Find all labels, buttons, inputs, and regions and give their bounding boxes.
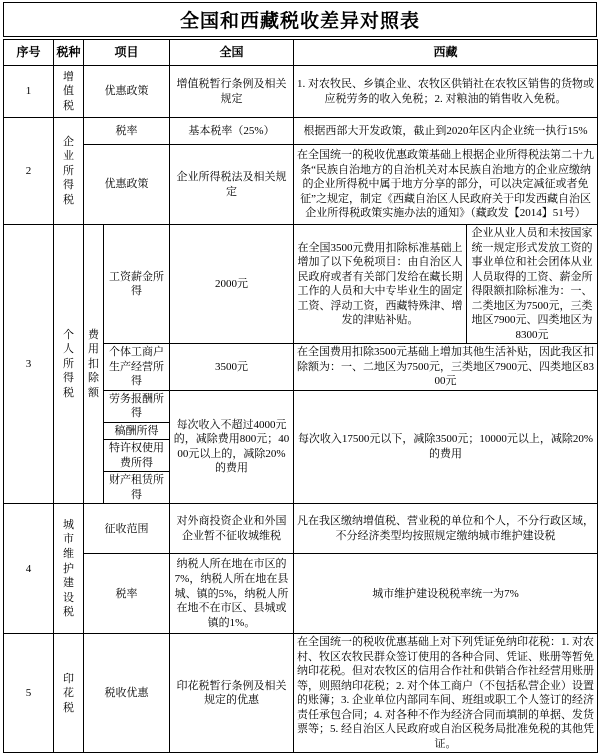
cell-r2-sub1-tibet: 根据西部大开发政策，截止到2020年区内企业统一执行15%	[294, 118, 598, 145]
table-row-vat	[4, 66, 598, 118]
page-title: 全国和西藏税收差异对照表	[3, 2, 597, 37]
cell-r1-national: 增值税暂行条例及相关规定	[170, 66, 294, 118]
cell-r1-tax	[54, 66, 84, 118]
cell-r1-tibet: 1. 对农牧民、乡镇企业、农牧区供销社在农牧区销售的货物或应税劳务的收入免税；2. 对粮油的销售收入免税。	[294, 66, 598, 118]
cell-r2-sub1-item: 税率	[84, 118, 170, 145]
cell-r3-sub3-item-manuscript: 稿酬所得	[104, 422, 170, 440]
header-item: 项目	[84, 40, 170, 66]
cell-r4-sub1-national: 对外商投资企业和外国企业暂不征收城维税	[170, 504, 294, 554]
cell-r4-sub1-tibet: 凡在我区缴纳增值税、营业税的单位和个人，不分行政区域，不分经济类型均按照规定缴纳城市维护建设税	[294, 504, 598, 554]
cell-r2-tax	[54, 118, 84, 225]
cell-r5-tax	[54, 634, 84, 753]
header-row	[4, 40, 598, 66]
header-tibet: 西藏	[294, 40, 598, 66]
cell-r3-sub1-national: 2000元	[170, 225, 294, 344]
cell-r5-tibet: 在全国统一的税收优惠基础上对下列凭证免纳印花税：1. 对农村、牧区农牧民群众签订使用的各种合同、凭证、账册等暂免纳印花税。但对农牧区的信用合作社和供销合作社经营用账册等，则照纳印花税；2. 对个体工商户（不包括私营企业）设置的账簿；3. 企业单位内部同车间、班组或职工个人签订的经济责任承包合同；4. 对各种不作为经济合同而填制的单据、发货票等；5. 经自治区人民政府或自治区税务局批准免税的其他凭证。	[294, 634, 598, 753]
cell-r2-sub1-national: 基本税率（25%）	[170, 118, 294, 145]
cell-r5-item: 税收优惠	[84, 634, 170, 753]
cell-r1-item: 优惠政策	[84, 66, 170, 118]
cell-r5-national: 印花税暂行条例及相关规定的优惠	[170, 634, 294, 753]
table-row-pit-wage	[4, 225, 598, 344]
cell-r2-sub2-item: 优惠政策	[84, 145, 170, 225]
cell-r2-sub2-tibet: 在全国统一的税收优惠政策基础上根据企业所得税法第二十九条“民族自治地方的自治机关对本民族自治地方的企业应缴纳的企业所得税中属于地方分享的部分，可以决定减征或者免征”之规定，制定《西藏自治区人民政府关于印发西藏自治区企业所得税政策实施办法的通知》（藏政发【2014】51号）	[294, 145, 598, 225]
cell-r2-sub2-national: 企业所得税法及相关规定	[170, 145, 294, 225]
cell-r3-sub1-tibet-right: 企业从业人员和未按国家统一规定形式发放工资的事业单位和社会团体从业人员取得的工资、薪金所得限额扣除标准为：一、二类地区为7500元，三类地区7900元、四类地区为8300元	[467, 225, 598, 344]
tax-type-label: 增值税	[63, 70, 74, 112]
cell-r3-sub3-item-lease: 财产租赁所得	[104, 472, 170, 504]
cell-r3-sub2-national: 3500元	[170, 344, 294, 391]
cell-r3-sub1-tibet-left: 在全国3500元费用扣除标准基础上增加了以下免税项目：由自治区人民政府或者有关部门发给在藏长期工作的人员和大中专毕业生的固定工资、浮动工资，西藏特殊津、增发的津贴补贴。	[294, 225, 467, 344]
cell-r3-sub3-national: 每次收入不超过4000元的，减除费用800元；4000元以上的，减除20%的费用	[170, 390, 294, 504]
table-row-stamp	[4, 634, 598, 753]
cell-r4-no: 4	[4, 504, 54, 634]
cell-r1-no: 1	[4, 66, 54, 118]
cell-r4-sub2-national: 纳税人所在地在市区的7%，纳税人所在地在县城、镇的5%，纳税人所在地不在市区、县城或镇的1%。	[170, 554, 294, 634]
cell-r3-sub3-item-labor: 劳务报酬所得	[104, 390, 170, 422]
header-national: 全国	[170, 40, 294, 66]
tax-type-label: 城市维护建设税	[63, 518, 74, 619]
deduction-group-label: 费用扣除额	[88, 328, 99, 399]
cell-r3-sub3-item-royalty: 特许权使用费所得	[104, 440, 170, 472]
tax-type-label: 个人所得税	[63, 328, 74, 399]
cell-r3-tax	[54, 225, 84, 504]
table-row-umct-scope	[4, 504, 598, 554]
cell-r3-sub1-item: 工资薪金所得	[104, 225, 170, 344]
cell-r2-no: 2	[4, 118, 54, 225]
header-tax: 税种	[54, 40, 84, 66]
cell-r4-tax	[54, 504, 84, 634]
table-row-eit-rate	[4, 118, 598, 145]
tax-type-label: 印花税	[63, 672, 74, 714]
cell-r3-sub2-tibet: 在全国费用扣除3500元基础上增加其他生活补贴，因此我区扣除额为：一、二地区为7500元，三类地区7900元、四类地区8300元	[294, 344, 598, 391]
cell-r3-sub3-tibet: 每次收入17500元以下，减除3500元；10000元以上，减除20%的费用	[294, 390, 598, 504]
cell-r5-no: 5	[4, 634, 54, 753]
cell-r3-group	[84, 225, 104, 504]
cell-r4-sub1-item: 征收范围	[84, 504, 170, 554]
tax-type-label: 企业所得税	[63, 135, 74, 206]
cell-r3-no: 3	[4, 225, 54, 504]
table-row-eit-preference	[4, 145, 598, 225]
cell-r4-sub2-item: 税率	[84, 554, 170, 634]
cell-r4-sub2-tibet: 城市维护建设税税率统一为7%	[294, 554, 598, 634]
cell-r3-sub2-item: 个体工商户生产经营所得	[104, 344, 170, 391]
header-no: 序号	[4, 40, 54, 66]
comparison-table	[3, 39, 598, 753]
table-row-umct-rate	[4, 554, 598, 634]
